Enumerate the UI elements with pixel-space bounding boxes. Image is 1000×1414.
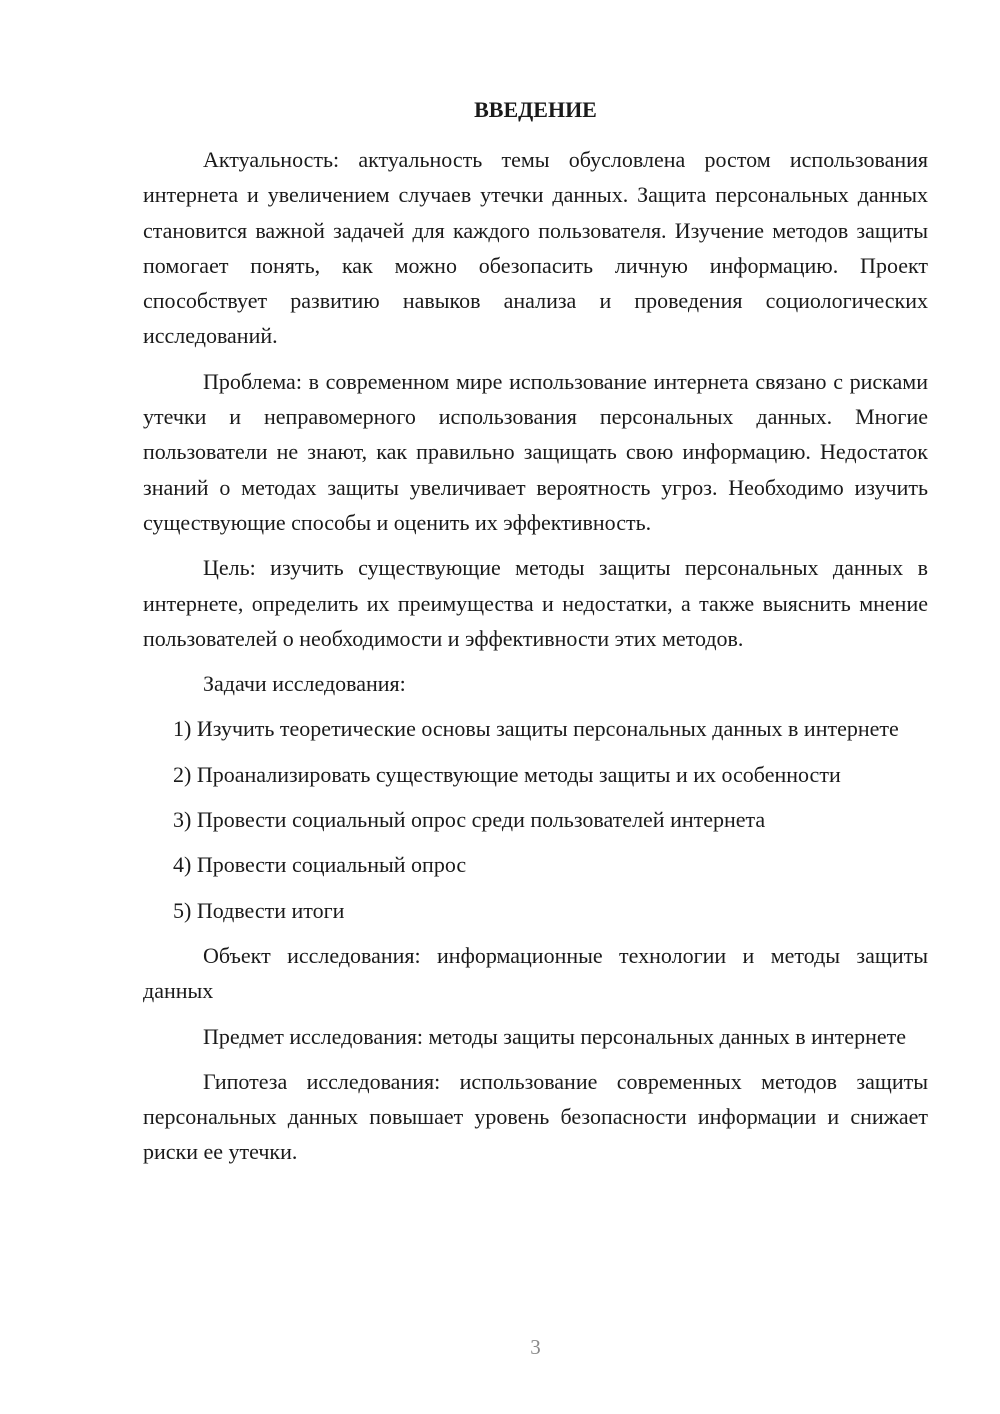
- goal-paragraph: Цель: изучить существующие методы защиты персональных данных в интернете, определить их преимущества и недостатки, а также выяснить мнение пользователей о необходимости и эффективности этих методов.: [143, 555, 928, 651]
- task-item-2: 2) Проанализировать существующие методы защиты и их особенности: [173, 761, 841, 787]
- document-body: [143, 142, 928, 1180]
- page-title: ВВЕДЕНИЕ: [474, 97, 597, 122]
- page-number: 3: [530, 1335, 541, 1359]
- object-paragraph: Объект исследования: информационные технологии и методы защиты данных: [143, 942, 928, 1004]
- task-item-3: 3) Провести социальный опрос среди пользователей интернета: [173, 807, 766, 833]
- task-item-1: 1) Изучить теоретические основы защиты персональных данных в интернете: [173, 716, 899, 742]
- task-item-5: 5) Подвести итоги: [173, 897, 345, 923]
- subject-paragraph: Предмет исследования: методы защиты персональных данных в интернете: [203, 1023, 906, 1049]
- hypothesis-paragraph: Гипотеза исследования: использование современных методов защиты персональных данных повышает уровень безопасности информации и снижает риски ее утечки.: [143, 1068, 928, 1165]
- problem-paragraph: Проблема: в современном мире использование интернета связано с рисками утечки и неправомерного использования персональных данных. Многие пользователи не знают, как правильно защищать свою информацию. Недостаток знаний о методах защиты увеличивает вероятность угроз. Необходимо изучить существующие способы и оценить их эффективность.: [143, 368, 928, 535]
- tasks-heading: Задачи исследования:: [203, 671, 406, 697]
- task-item-4: 4) Провести социальный опрос: [173, 852, 467, 878]
- relevance-paragraph: Актуальность: актуальность темы обусловлена ростом использования интернета и увеличением случаев утечки данных. Защита персональных данных становится важной задачей для каждого пользователя. Изучение методов защиты помогает понять, как можно обезопасить личную информацию. Проект способствует развитию навыков анализа и проведения социологических исследований.: [143, 147, 928, 349]
